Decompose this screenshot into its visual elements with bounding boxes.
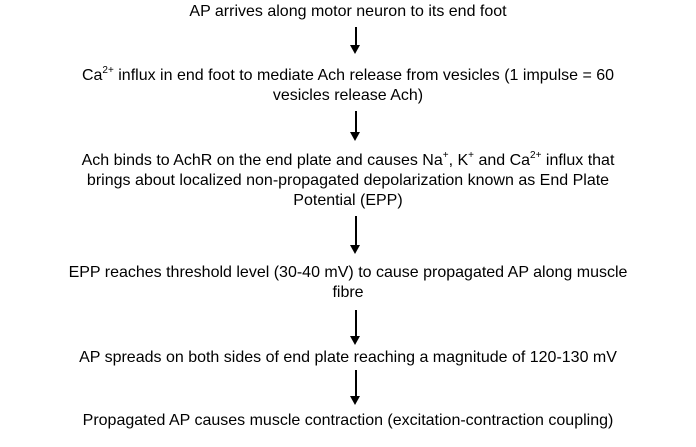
step-text: Ach binds to AchR on the end plate and causes Na xyxy=(81,152,443,169)
step-calcium-influx xyxy=(10,66,686,106)
step-line xyxy=(10,348,686,368)
step-line xyxy=(10,86,686,106)
superscript-charge: + xyxy=(442,149,449,161)
step-line xyxy=(10,2,686,22)
step-line xyxy=(10,191,686,211)
step-epp-threshold xyxy=(10,263,686,303)
step-text: Propagated AP causes muscle contraction (excitation-contraction coupling) xyxy=(82,412,614,429)
step-ap-arrives xyxy=(10,2,686,22)
step-line xyxy=(10,171,686,191)
step-text: fibre xyxy=(332,284,364,301)
down-arrow xyxy=(349,111,363,141)
step-text: and Ca xyxy=(474,152,531,169)
step-ap-spreads xyxy=(10,348,686,368)
step-text: Ca xyxy=(81,67,103,84)
step-muscle-contraction xyxy=(10,411,686,431)
down-arrow xyxy=(349,370,363,405)
step-text: EPP reaches threshold level (30-40 mV) to cause propagated AP along muscle xyxy=(68,264,628,281)
step-ach-binds xyxy=(10,151,686,211)
step-text: influx that xyxy=(541,152,615,169)
step-text: , K xyxy=(448,152,469,169)
step-line xyxy=(10,411,686,431)
step-text: AP spreads on both sides of end plate reaching a magnitude of 120-130 mV xyxy=(79,349,617,366)
down-arrow xyxy=(349,27,363,54)
step-text: vesicles release Ach) xyxy=(272,87,424,104)
superscript-charge: 2+ xyxy=(102,64,114,76)
superscript-charge: + xyxy=(468,149,474,161)
step-line xyxy=(10,263,686,283)
step-text: influx in end foot to mediate Ach release from vesicles (1 impulse = 60 xyxy=(113,67,615,84)
down-arrow xyxy=(349,310,363,345)
step-text: brings about localized non-propagated depolarization known as End Plate xyxy=(86,172,610,189)
step-line xyxy=(10,151,686,171)
down-arrow xyxy=(349,216,363,254)
step-text: Potential (EPP) xyxy=(293,192,403,209)
step-line xyxy=(10,66,686,86)
step-text: AP arrives along motor neuron to its end foot xyxy=(189,3,507,20)
superscript-charge: 2+ xyxy=(530,149,542,161)
step-line xyxy=(10,283,686,303)
